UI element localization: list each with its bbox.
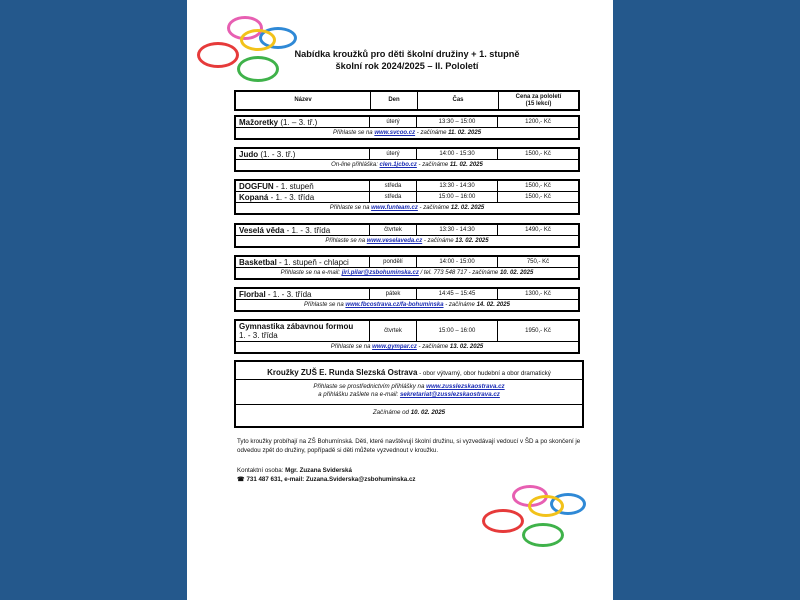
contact-phone-email: ☎ 731 487 631, e-mail: Zuzana.Sviderska@zsbohuminska.cz <box>237 476 416 483</box>
divider <box>236 379 582 380</box>
signup-info: Přihlaste se na www.svcoo.cz - začínáme 11. 02. 2025 <box>235 128 579 140</box>
zus-start: Začínáme od 10. 02. 2025 <box>372 409 446 416</box>
signup-info: Přihlaste se na www.funteam.cz - začínáme 12. 02. 2025 <box>235 203 579 215</box>
red-ring <box>482 509 524 533</box>
activity-day: čtvrtek <box>370 320 417 342</box>
activity-name: Florbal - 1. - 3. třída <box>235 288 370 300</box>
activity-block-gymnastika <box>234 319 580 354</box>
activity-price: 750,- Kč <box>498 256 580 268</box>
activity-block-veselaveda <box>234 223 580 248</box>
contact-person: Kontaktní osoba: Mgr. Zuzana Sviderská <box>237 467 352 474</box>
signup-link[interactable]: www.gympar.cz <box>372 344 417 350</box>
zus-website-link[interactable]: www.zusslezskaostrava.cz <box>426 383 505 390</box>
activity-day: středa <box>370 192 417 203</box>
activity-name: DOGFUN - 1. stupeň <box>235 180 370 192</box>
zus-email-link[interactable]: sekretariat@zusslezskaostrava.cz <box>399 391 500 398</box>
activity-day: pátek <box>370 288 417 300</box>
activity-name: Gymnastika zábavnou formou 1. - 3. třída <box>235 320 370 342</box>
table-row <box>235 116 579 128</box>
activity-block-funteam <box>234 179 580 215</box>
table-row <box>235 288 579 300</box>
table-row <box>235 320 579 342</box>
divider <box>236 404 582 405</box>
activity-block-basketbal <box>234 255 580 280</box>
table-row <box>235 300 579 312</box>
table-row <box>235 160 579 172</box>
activity-price: 1300,- Kč <box>498 288 580 300</box>
zus-signup-line-1: Přihlaste se prostřednictvím přihlášky na www.zusslezskaostrava.cz <box>313 383 505 390</box>
activity-day: středa <box>370 180 417 192</box>
activity-time: 14:00 - 15:30 <box>417 148 498 160</box>
signup-info: Přihlaste se na www.fbcostrava.cz/fa-bohuminska - začínáme 14. 02. 2025 <box>235 300 579 312</box>
activity-price: 1950,- Kč <box>498 320 580 342</box>
zus-heading: Kroužky ZUŠ E. Runda Slezská Ostrava - obor výtvarný, obor hudební a obor dramatický <box>267 368 551 377</box>
activity-time: 14:45 – 15:45 <box>417 288 498 300</box>
activity-name: Basketbal - 1. stupeň - chlapci <box>235 256 370 268</box>
header-time: Čas <box>418 91 499 110</box>
phone-icon: ☎ <box>237 476 245 483</box>
activity-block-florbal <box>234 287 580 312</box>
activity-time: 15:00 – 16:00 <box>417 320 498 342</box>
activity-day: pondělí <box>370 256 417 268</box>
zus-block <box>234 360 584 428</box>
signup-link[interactable]: www.svcoo.cz <box>374 130 416 136</box>
activity-time: 13:30 - 14:30 <box>417 180 498 192</box>
signup-info: Přihlaste se na www.veselaveda.cz - začínáme 13. 02. 2025 <box>235 236 579 248</box>
activity-name: Veselá věda - 1. - 3. třída <box>235 224 370 236</box>
green-ring <box>522 523 564 547</box>
zus-signup-line-2: a přihlášku zašlete na e-mail: sekretariat@zusslezskaostrava.cz <box>318 391 500 398</box>
signup-link[interactable]: www.veselaveda.cz <box>366 238 423 244</box>
table-row <box>235 148 579 160</box>
signup-link[interactable]: clen.1jcbo.cz <box>379 162 417 168</box>
document-title <box>227 48 587 72</box>
activity-price: 1500,- Kč <box>498 180 580 192</box>
table-row <box>235 192 579 203</box>
header-name: Název <box>294 97 312 103</box>
table-row <box>235 180 579 192</box>
yellow-ring <box>528 495 564 517</box>
activity-price: 1490,- Kč <box>498 224 580 236</box>
table-header <box>234 90 580 111</box>
activity-time: 13:30 – 15:00 <box>417 116 498 128</box>
table-row <box>235 224 579 236</box>
table-row <box>235 128 579 140</box>
activity-time: 15:00 – 16:00 <box>417 192 498 203</box>
table-row <box>235 342 579 354</box>
activity-name: Kopaná - 1. - 3. třída <box>235 192 370 203</box>
signup-email-link[interactable]: jiri.pilar@zsbohuminska.cz <box>341 270 419 276</box>
activity-day: úterý <box>370 116 417 128</box>
activity-price: 1500,- Kč <box>498 192 580 203</box>
signup-info: Přihlaste se na e-mail: jiri.pilar@zsbohuminska.cz / tel. 773 548 717 - začínáme 10. 02. 2025 <box>235 268 579 280</box>
activity-block-judo <box>234 147 580 172</box>
title-line-2: školní rok 2024/2025 – II. Pololetí <box>335 61 479 71</box>
document-page <box>187 0 613 600</box>
colored-rings-bottom <box>480 483 590 553</box>
activity-day: čtvrtek <box>370 224 417 236</box>
header-day: Den <box>371 91 418 110</box>
signup-link[interactable]: www.funteam.cz <box>371 205 418 211</box>
table-row <box>235 256 579 268</box>
table-row <box>235 268 579 280</box>
table-row <box>235 236 579 248</box>
activity-price: 1200,- Kč <box>498 116 580 128</box>
activity-day: úterý <box>370 148 417 160</box>
activity-time: 13:30 - 14:30 <box>417 224 498 236</box>
footer-note: Tyto kroužky probíhají na ZŠ Bohumínská. Děti, které navštěvují školní družinu, si vyzvedávají vedoucí v ŠD a po skončení je odvedou zpět do družiny, popřípadě si děti můžete vyzvednout v kroužku. <box>237 438 581 454</box>
header-price: Cena za pololetí (15 lekcí) <box>499 91 580 110</box>
signup-info: On-line přihláška: clen.1jcbo.cz - začínáme 11. 02. 2025 <box>235 160 579 172</box>
signup-link[interactable]: www.fbcostrava.cz/fa-bohuminska <box>345 302 444 308</box>
title-line-1: Nabídka kroužků pro děti školní družiny + 1. stupně <box>294 49 520 59</box>
table-row <box>235 203 579 215</box>
activity-price: 1500,- Kč <box>498 148 580 160</box>
signup-info: Přihlaste se na www.gympar.cz - začínáme 13. 02. 2025 <box>235 342 579 354</box>
activity-name: Mažoretky (1. – 3. tř.) <box>235 116 370 128</box>
activity-time: 14:00 - 15:00 <box>417 256 498 268</box>
activity-name: Judo (1. - 3. tř.) <box>235 148 370 160</box>
activity-block-mazoretky <box>234 115 580 140</box>
